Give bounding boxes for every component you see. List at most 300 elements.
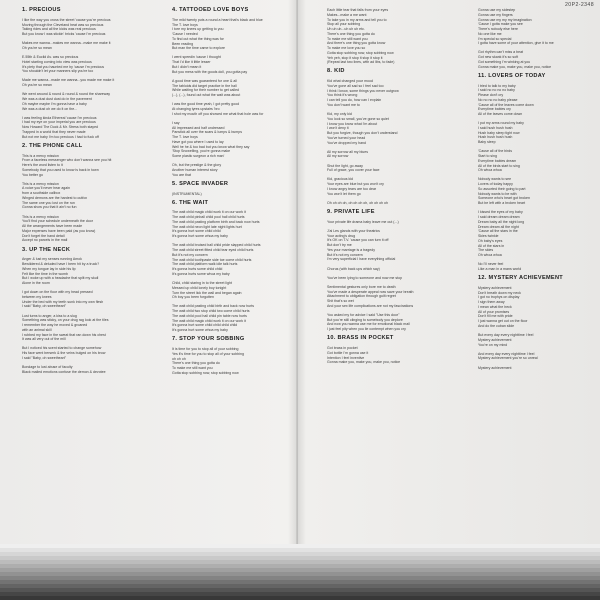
song-block (22, 248, 150, 375)
lyric-line: Intention I feel inventive (327, 355, 365, 360)
lyric-line: The wait child pasting child birth and back now hurts (172, 304, 255, 309)
lyric-line: You won't let them go (327, 191, 361, 196)
lyric-line: I remember the way he moved & groaned (22, 323, 88, 328)
lyric-line: Oh boy you been forgotten (172, 295, 215, 300)
lyric-line: Sentimental gestures only bore me to death (327, 284, 396, 289)
lyric-line: No one like me (478, 31, 502, 36)
lyric-line: The wait child pinball child pool hall child hurts (172, 215, 245, 220)
lyric-line: Oh oh oh oh, oh oh oh oh, oh oh oh oh (327, 200, 388, 205)
lyric-line: So assorted their going to part (478, 186, 526, 191)
lyric-stanza (172, 55, 300, 74)
lyric-line: with an animal skill (22, 327, 52, 332)
song-title: 6. THE WAIT (172, 199, 209, 206)
lyric-stanza (22, 41, 150, 51)
lyric-line: That I'd like it little lesser (172, 60, 211, 65)
lyric-line: Bondage to lust abuse of faculty (22, 365, 73, 370)
gray-bar (0, 596, 600, 600)
lyric-stanza (327, 150, 455, 160)
lyric-line: We went around & round & round & round the shareway (22, 92, 111, 97)
lyric-line: But I woke up with a headache that split my skull (22, 276, 99, 281)
lyric-stanza (478, 121, 600, 145)
lyric-line: It's piety that you haunted me by 'cause I'm precious (22, 64, 105, 69)
lyric-line: (...), (...), found out what the wait was about (172, 93, 241, 98)
lyric-line: I just feel pity when you lie contempt when you cry (327, 327, 406, 332)
lyric-line: I shot my mouth off you showed me what that hole was for (172, 111, 264, 116)
lyric-stanza (327, 164, 455, 174)
lyric-line: Please don't cry (478, 93, 504, 98)
lyric-line: While waiting for their number to get called (172, 88, 240, 93)
lyric-stanza (327, 276, 455, 281)
lyric-line: Don't breath down my neck (478, 290, 521, 295)
lyric-line: 'Stop Snowelling, you're gonna make (172, 149, 231, 154)
song-title: 1. PRECIOUS (22, 7, 61, 13)
song-title: 3. UP THE NECK (22, 246, 71, 253)
lyric-line: The wait child magic child work it on our work it (172, 210, 246, 215)
lyric-line: Turn the street lick the wall and began again (172, 290, 242, 295)
lyric-line: Attachment to obligation through guilt regret (327, 294, 396, 299)
lyric-line: To make me still want you (327, 36, 368, 41)
lyric-line: 'Cause all the stars in the (478, 229, 518, 234)
lyric-line: I said dream dream dream (478, 215, 520, 220)
lyric-stanza (172, 121, 300, 159)
lyric-line: This is a mercy mission (22, 153, 59, 158)
lyric-line: But I noticed his scent started to change somehow (22, 346, 102, 351)
lyric-line: But don't try me (327, 243, 352, 248)
lyric-stanza (327, 229, 455, 262)
lyric-line: Child, child staring in to the street light (172, 281, 232, 286)
lyric-line: It's OK on T.V. 'cause you can turn it off (327, 238, 389, 243)
lyric-line: Full of grace, you cover your face (327, 168, 380, 173)
lyric-line: Taking rides and all the kicks was real precious (22, 27, 96, 32)
song-title: 12. MYSTERY ACHIEVEMENT (478, 275, 564, 282)
lyric-line: But you're still clinging to somebody you deplore (327, 317, 403, 322)
lyric-line: His face went berserk & the veins bulged on his brow (22, 351, 106, 356)
lyric-line: Don't fill me with pride (478, 314, 513, 319)
song-block (172, 201, 300, 333)
lyric-stanza (22, 92, 150, 111)
lyric-line: Some plastic surgeon a rich man' (172, 154, 225, 159)
song-block (478, 276, 600, 370)
lyric-line: But you forgive, though you don't understand (327, 131, 398, 136)
lyric-stanza (22, 116, 150, 140)
lyric-line: Gonna use my sidestep (478, 8, 516, 12)
lyric-line: It's gonna hurts some child child (172, 267, 223, 272)
lyric-line: The wait child magic child work it on our work it (172, 318, 246, 323)
lyric-line: I got down on the floor with my head pressed (22, 290, 93, 295)
lyric-line: Mystery achievement (478, 285, 512, 290)
lyric-stanza (172, 79, 300, 98)
lyric-stanza (22, 55, 150, 74)
lyric-line: Makes...make a me want (327, 12, 367, 17)
lyrics-column-2 (172, 8, 300, 380)
lyric-line: Winged demons are the hardest to outfox (22, 195, 88, 200)
lyric-line: I went speedin 'cause I thought (172, 55, 221, 60)
lyric-line: Gonna show you that it ain't no fun (22, 205, 77, 210)
song-block (478, 8, 600, 69)
lyric-line: Nobody wants to be with (478, 191, 517, 196)
lyric-line: Skies twinkle (478, 234, 499, 239)
song-title: 4. TATTOOED LOVE BOYS (172, 7, 249, 13)
song-title: 10. BRASS IN POCKET (327, 335, 394, 342)
lyric-line: I know you know what I'm about (327, 121, 378, 126)
lyric-line: Gonna use my my my imagination (478, 17, 532, 22)
lyric-stanza (22, 314, 150, 343)
lyric-line: It's gonna hurts some whoa my baby (172, 271, 230, 276)
lyric-line: We was a dust oh we do it on the... (22, 106, 78, 111)
lyric-line: Lust turns to anger, a kiss to a slug (22, 313, 77, 318)
lyric-line: The tabloids did target practice in the hall (172, 83, 237, 88)
song-title: 8. KID (327, 68, 345, 75)
lyric-stanza (327, 220, 455, 225)
song-title: 5. SPACE INVADER (172, 180, 229, 187)
lyric-line: Black mailed emotions confuse the demon & devotee (22, 369, 106, 374)
lyric-line: Kid, gracious kid (327, 177, 354, 182)
lyric-line: But every day every nighttime I feel (478, 333, 534, 338)
lyric-line: Got rhythm can't miss a beat (478, 50, 524, 55)
catalog-number: 20P2-2348 (565, 2, 594, 8)
lyric-line: You look so small, you've gone so quiet (327, 116, 389, 121)
lyric-line: Oh, but the prestige & the glory (172, 163, 222, 168)
lyric-stanza (172, 347, 300, 376)
lyric-stanza (478, 210, 600, 258)
lyric-line: There's nobody else here (478, 27, 518, 31)
lyric-line: I think I know, some things you never outgrow (327, 88, 399, 93)
song-block (327, 336, 455, 365)
lyric-line: I mean what the heck (478, 304, 512, 309)
lyric-line: I just wanna get out on the floor (478, 319, 528, 324)
lyric-line: I won't deny it (327, 126, 349, 131)
lyric-line: It's gonna hurt some whoa my baby (172, 234, 228, 239)
lyric-line: There's one thing you gotta do (172, 361, 220, 366)
lyric-line: Under the bed with my teeth sunk into my own flesh (22, 299, 104, 304)
lyric-line: Chorus (with back ups which say) (327, 266, 380, 271)
lyric-line: Lovers of today happy (478, 182, 513, 187)
lyric-line: Here's the word listen to it (22, 163, 63, 168)
song-block (327, 210, 455, 332)
lyric-line: Something was sticky, on your drug rag look at the tiles (22, 318, 109, 323)
lyric-line: Alone in the room (22, 281, 50, 286)
lyric-line: But it's not my concern (172, 252, 208, 257)
lyric-line: Made me wanna...made me wanna...you made me make it (22, 78, 115, 83)
lyric-line: At changing tyres upstairs 'bro (172, 106, 220, 111)
lyric-line: Mystery achievement (478, 337, 512, 342)
lyric-stanza (22, 18, 150, 37)
lyric-line: I put my arms round my baby (478, 121, 524, 126)
lyric-line: All my sorrow (327, 154, 349, 159)
lyric-line: Accept no parcels in the mail (22, 238, 68, 243)
lyric-line: Shut the light, go away (327, 163, 363, 168)
lyric-line: It's gonna hurt some whoa my baby (172, 328, 228, 333)
lyric-line: You've gone all sad so I feel sad too (327, 83, 384, 88)
lyric-line: I kissed the eyes of my baby (478, 210, 523, 215)
lyric-line: Each little tear that falls from your eyes (327, 8, 389, 12)
lyric-line: But not me baby I'm too precious I had to fuck off (22, 134, 99, 139)
lyric-stanza (172, 210, 300, 239)
lyric-stanza (22, 182, 150, 211)
lyric-line: You'll find your schedule underneath the door (22, 219, 93, 224)
lyric-line: Got bottle I'm gonna use it (327, 350, 369, 355)
lyric-line: Baby sleep (478, 140, 496, 145)
lyric-line: I had my eye on your imperial you are precious (22, 120, 96, 125)
lyric-line: I tried to talk to my baby (478, 83, 516, 88)
lyric-stanza (327, 79, 455, 108)
lyric-stanza (22, 257, 150, 286)
lyric-line: 'Cause all of the leaves come down (478, 102, 534, 107)
lyric-line: Trapped in a world that they never made (22, 129, 86, 134)
lyric-stanza (172, 163, 300, 177)
song-block (172, 337, 300, 375)
lyric-line: (INSTRUMENTAL) (172, 191, 202, 196)
lyric-line: Oh whoa whoa (478, 253, 502, 258)
lyric-line: Your eyes are blue but you won't cry (327, 182, 384, 187)
lyric-line: Uh uh uh...uh uh uh etc. (327, 27, 365, 31)
lyric-line: Your acting's drug (327, 233, 356, 238)
lyric-stanza (172, 243, 300, 276)
lyric-line: Gonna make you, make you, make you, notice (327, 360, 401, 365)
lyric-line: from a southside callbox (22, 191, 61, 196)
lyric-line: You don't want me to (327, 102, 360, 107)
lyric-line: Hotel starting coming into view was precious (22, 59, 92, 64)
lyric-line: It's gonna hurt some child child (172, 229, 221, 234)
song-title: 11. LOVERS OF TODAY (478, 72, 546, 79)
lyric-line: Well he he & too bad but you know what they say (172, 144, 250, 149)
lyric-line: It's gonna hurt some child child child child (172, 323, 238, 328)
song-block (22, 144, 150, 243)
lyric-line: You better go (22, 172, 43, 177)
lyric-line: You've been lying to someone and now me stop (327, 275, 403, 280)
lyrics-column-1 (22, 8, 150, 379)
lyric-line: And every day every nighttime I feel (478, 351, 535, 356)
lyric-stanza (22, 365, 150, 375)
lyric-line: The wait child neon light late night lights hurt (172, 224, 242, 229)
song-block (172, 8, 300, 177)
lyric-line: You shouldn't let your manners slip you're too (22, 69, 94, 74)
lyric-line: You think it's wrong (327, 93, 358, 98)
lyric-line: Got brass in pocket (327, 346, 358, 351)
lyric-line: Everytime babies cry (478, 107, 511, 112)
lyric-line: Bewildered & deluded have I been hit by a truck? (22, 262, 100, 267)
song-block (172, 182, 300, 197)
lyric-line: The same one you lost on the run (22, 200, 75, 205)
lyric-line: The wait child platform walk idle talk hurts (172, 262, 238, 267)
lyric-stanza (172, 18, 300, 51)
grayscale-strip (0, 544, 600, 600)
lyric-stanza (478, 286, 600, 329)
lyric-line: The wait child bruised ball child pride slapped child hurts (172, 243, 261, 248)
lyric-line: And do the cuban slide (478, 323, 515, 328)
lyric-line: Anger & lust my senses running Amok (22, 257, 82, 262)
lyric-line: I was the good time yeah, I got pretty good (172, 102, 240, 107)
lyric-line: Somebody that you used to know is back in town (22, 167, 99, 172)
lyric-stanza (478, 352, 600, 362)
lyric-line: The wait child pool hall child pin table now hurts (172, 313, 247, 318)
lyric-line: And your sex life complications are not my fascinations (327, 303, 414, 308)
lyric-line: Shit that's so wet (327, 299, 354, 304)
lyric-line: But you know I was stickin' bricks 'cause I'm precious (22, 32, 106, 36)
lyric-line: But man the time came to explore (172, 46, 226, 51)
lyric-stanza (22, 215, 150, 244)
lyric-line: The skies (478, 248, 494, 253)
lyric-line: I gotta have some of your attention, give it to me (478, 41, 554, 46)
lyric-line: All of the stars in (478, 243, 505, 248)
lyric-line: Dream baby all the night long (478, 219, 525, 224)
lyric-line: To make me love you so (327, 46, 366, 50)
song-block (327, 69, 455, 205)
lyric-line: I said no no no no baby (478, 88, 515, 93)
lyric-line: Gotta stop sobbing now, stop sobbing now (172, 370, 239, 375)
lyric-line: Hush hush hush hush (478, 135, 513, 140)
lyric-line: Major expenses have been paid (as you know) (22, 228, 96, 233)
lyric-line: The T. love boys (172, 135, 198, 140)
lyric-line: Start to sing (478, 154, 497, 159)
lyric-line: Nobody wants to see (478, 177, 512, 182)
lyric-stanza (22, 78, 150, 88)
lyric-line: And there's one thing you gotta know (327, 41, 386, 46)
lyric-line: Oh baby's eyes (478, 238, 503, 243)
lyric-line: But be left with a broken heart (478, 201, 526, 206)
lyric-line: And now you wanna use me for emotional black mail (327, 322, 410, 327)
song-block (478, 74, 600, 272)
lyric-line: Now Howard The Duck & Mr. Stress both stayed (22, 125, 99, 130)
lyric-stanza (327, 8, 455, 65)
lyric-stanza (327, 346, 455, 365)
lyric-stanza (478, 366, 600, 371)
song-block (22, 8, 150, 139)
lyric-line: Mystery achievement (478, 365, 512, 370)
lyric-stanza (478, 333, 600, 347)
lyric-line: We was a dust dust dust do in the pavement (22, 97, 92, 102)
lyric-line: Hush baby sleep tight now (478, 130, 520, 135)
lyric-stanza (327, 112, 455, 145)
lyric-stanza (478, 149, 600, 173)
lyric-line: Kid, my only kid (327, 112, 352, 117)
lyric-stanza (327, 313, 455, 332)
lyric-line: between my knees (22, 294, 52, 299)
lyric-stanza (172, 192, 300, 197)
lyric-line: Felt like the time in the womb (22, 271, 68, 276)
lyric-line: To make me still want you (172, 366, 213, 371)
lyric-line: The mild twenty puts a round a heart that's black and blue (172, 17, 263, 22)
lyric-line: Moving through the Cleveland heat was so precious (22, 22, 104, 27)
lyric-line: You've dropped my hand (327, 140, 366, 145)
song-title: 9. PRIVATE LIFE (327, 208, 375, 215)
lyric-line: I sign them away (478, 300, 505, 305)
lyric-line: Oh you're so mean (22, 83, 52, 88)
lyric-line: Oh maybe maybe I'm gonna have a baby (22, 101, 87, 106)
lyric-line: I said "Baby, oh sweetheart" (22, 355, 67, 360)
lyric-line: You're on my mind (478, 342, 508, 347)
lyric-line: Another human interest story (172, 167, 218, 172)
lyric-line: Oh whoa whoa (478, 168, 502, 173)
lyric-line: Mystery achievement you're so unreal (478, 356, 538, 361)
lyric-line: Yeh yeh, stop it stop it stop it stop it (327, 55, 383, 60)
song-title: 7. STOP YOUR SOBBING (172, 336, 245, 343)
lyric-line: All my sorrow all my blues (327, 149, 368, 154)
lyric-line: No no no no baby please (478, 97, 518, 102)
lyric-line: I said hush hush hush (478, 125, 513, 130)
lyric-line: Makes me wanna...makes me wanna...make me make it (22, 41, 111, 46)
lyrics-column-3 (327, 8, 455, 369)
lyric-line: A voice you'll never hear again (22, 186, 70, 191)
lyric-stanza (327, 285, 455, 309)
lyric-stanza (327, 201, 455, 206)
lyric-line: All of the birds start to sing (478, 163, 520, 168)
lyric-line: 'Cause all of the birds (478, 149, 512, 154)
lyric-stanza (22, 290, 150, 309)
lyric-line: Have got you where I used to lay (172, 139, 224, 144)
lyric-line: Everytime babies dream (478, 158, 517, 163)
lyric-line: Got something I'm winking at you (478, 59, 531, 64)
lyric-line: The wait child street fitted child tear eyed child hurts (172, 248, 254, 253)
lyric-line: I tore my knees up getting to you (172, 27, 224, 32)
lyric-line: The wait child pasting platform birth and back now hurts (172, 219, 260, 224)
lyric-line: But you mess with the goods doll, you gotta pay (172, 69, 248, 74)
lyric-line: E.55th & Euclid Av. was so precious (22, 55, 79, 60)
lyric-line: When my tongue lay in side his lip (22, 266, 76, 271)
lyric-line: There's one thing you gotta do (327, 31, 375, 36)
lyric-line: This is a mercy mission (22, 214, 59, 219)
lyric-line: Oh you're so mean (22, 45, 52, 50)
lyric-line: From a faceless messenger who don't wanna see you hit (22, 158, 112, 163)
lyric-line: It was all very out of the mill (22, 337, 66, 342)
lyric-stanza (478, 262, 600, 272)
lyric-stanza (172, 304, 300, 333)
lyric-line: I said "Baby, oh sweetheart" (22, 304, 67, 309)
lyric-line: But it's not my concern (327, 252, 363, 257)
lyric-line: Yes your marriage is a tragedy (327, 247, 375, 252)
lyric-line: Kid what changed your mood (327, 79, 373, 84)
lyric-stanza (172, 102, 300, 116)
lyric-line: 'Cause I gotta make you see (478, 22, 523, 27)
lyric-line: oh oh oh (172, 356, 186, 361)
lyric-line: This is a mercy mission (22, 181, 59, 186)
lyric-line: I know angry tears are too dear (327, 186, 377, 191)
lyric-stanza (478, 50, 600, 69)
lyric-stanza (22, 346, 150, 360)
lyric-line: Messed up child lonely boy tonight (172, 285, 227, 290)
song-block (327, 8, 455, 65)
lyric-stanza (327, 267, 455, 272)
lyric-line: You've turned your head (327, 135, 366, 140)
lyrics-column-4 (478, 8, 600, 375)
lyric-line: I can tell you do, how can I explain (327, 98, 382, 103)
lyric-line: All of your promises (478, 309, 510, 314)
lyric-line: I got no trophys on display (478, 295, 520, 300)
lyric-line: All the arrangements have been made (22, 224, 83, 229)
lyric-line: Gonna use my fingers (478, 12, 513, 17)
lyric-stanza (327, 177, 455, 196)
lyric-line: All impressed and half undressed (172, 125, 225, 130)
lyric-line: I like the way you cross the street 'cause you're precious (22, 17, 111, 22)
lyric-line: The wait child two stop child two come child hurts (172, 309, 250, 314)
lyric-line: But I didn't mean it (172, 64, 202, 69)
lyric-line: Got new skank it's so soft (478, 55, 519, 60)
lyric-line: I'm very superficial I have everything official (327, 257, 396, 262)
lyric-line: You are that (172, 172, 191, 177)
lyric-stanza (172, 281, 300, 300)
lyric-line: It is time for you to stop all of your sobbing (172, 347, 239, 352)
lyric-line: Stop all your sobbing (327, 22, 361, 27)
lyric-line: Don't forget the hand detail (22, 233, 65, 238)
lyric-line: Dream dream all the night (478, 224, 519, 229)
lyric-line: Gonna make you, make you, make you, notice (478, 64, 552, 69)
lyric-line: I say (172, 120, 180, 125)
lyric-line: Your private life drama baby leave me out (...) (327, 219, 399, 224)
lyric-line: You've made a desperate appeal now save your breath (327, 289, 414, 294)
lyric-line: A good time was guaranteed for one & all (172, 78, 237, 83)
lyric-line: You asked my for advice I said "Use this door" (327, 312, 400, 317)
lyric-line: I was feeling kinda Ethereal 'cause I'm precious (22, 115, 97, 120)
